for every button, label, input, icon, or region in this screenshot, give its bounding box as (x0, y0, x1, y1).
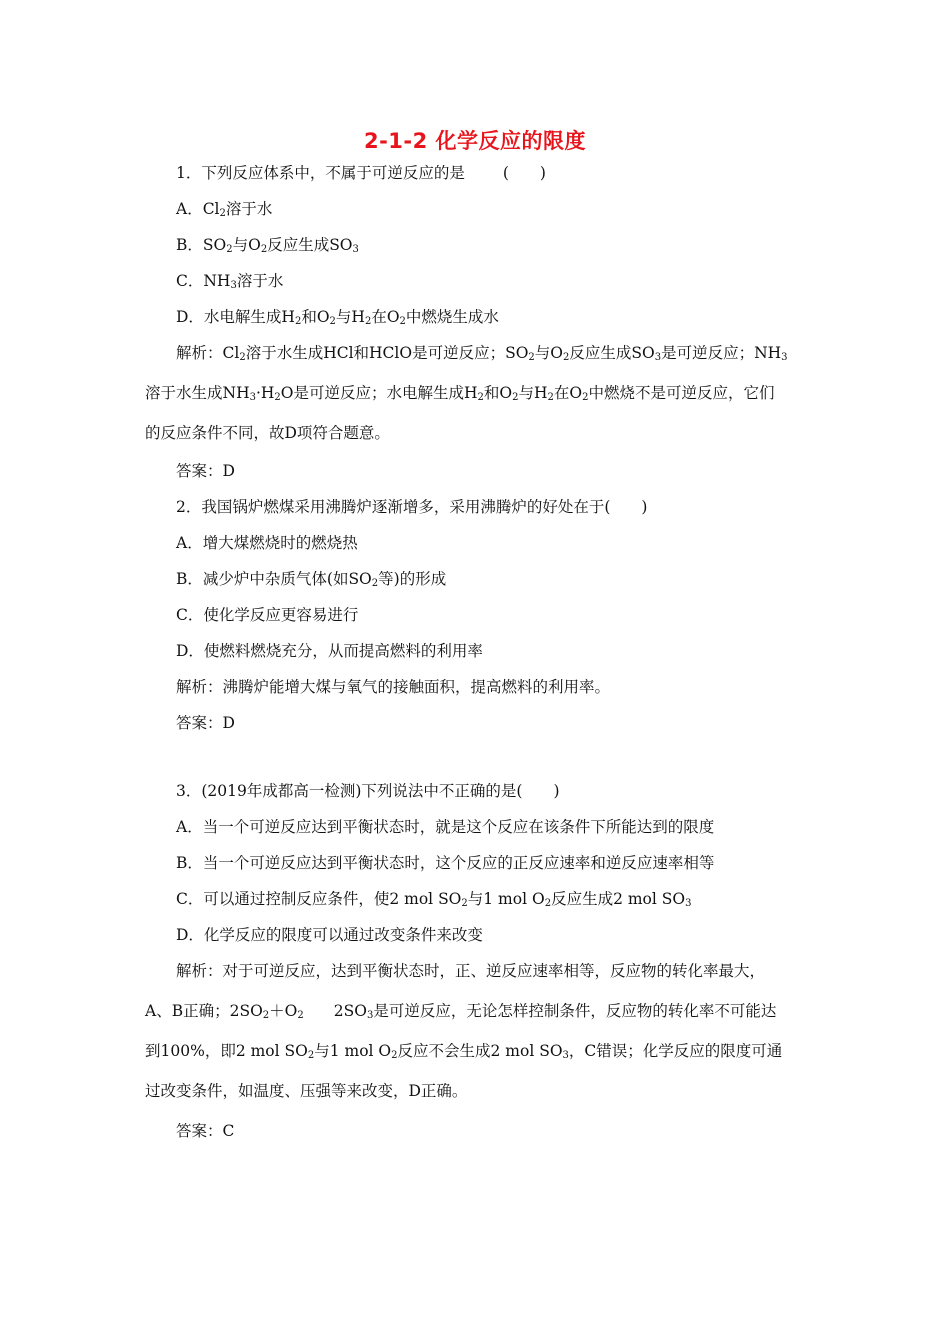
q1-answer: 答案：D (176, 462, 235, 480)
q1-option-a: A．$Cl_2$溶于水 (176, 200, 273, 219)
q1-stem: 1．下列反应体系中，不属于可逆反应的是 ( ) (176, 164, 546, 182)
q1-option-b: B．$SO_2$与$O_2$反应生成$SO_3$ (176, 236, 359, 255)
q2-option-a: A．增大煤燃烧时的燃烧热 (176, 534, 358, 552)
q1-explanation-line2: 溶于水生成$NH_3\cdot H_2O$是可逆反应；水电解生成$H_2$和$O_2$与$H_2$在$O_2$中燃烧不是可逆反应，它们 (145, 384, 775, 403)
q3-explanation-line2: A、B正确；$2SO_2+O_2$ $2SO_3$是可逆反应，无论怎样控制条件，反应物的转化率不可能达 (145, 1002, 777, 1021)
q2-stem: 2．我国锅炉燃煤采用沸腾炉逐渐增多，采用沸腾炉的好处在于( ) (176, 498, 648, 516)
q1-option-c: C．$NH_3$溶于水 (176, 272, 284, 291)
q3-answer: 答案：C (176, 1122, 235, 1140)
q3-option-a: A．当一个可逆反应达到平衡状态时，就是这个反应在该条件下所能达到的限度 (176, 818, 715, 836)
q3-option-b: B．当一个可逆反应达到平衡状态时，这个反应的正反应速率和逆反应速率相等 (176, 854, 715, 872)
q2-option-b: B．减少炉中杂质气体(如$SO_2$等)的形成 (176, 570, 447, 589)
q3-explanation-line4: 过改变条件，如温度、压强等来改变，D正确。 (145, 1082, 468, 1100)
q3-explanation-line3: 到100%，即2 mol $SO_2$与1 mol $O_2$反应不会生成2 mol $SO_3$，C错误；化学反应的限度可通 (145, 1042, 783, 1061)
q3-stem: 3．(2019年成都高一检测)下列说法中不正确的是( ) (176, 782, 560, 800)
q3-option-c: C．可以通过控制反应条件，使2 mol $SO_2$与1 mol $O_2$反应生成2 mol $SO_3$ (176, 890, 692, 909)
q2-option-c: C．使化学反应更容易进行 (176, 606, 359, 624)
q3-explanation-line1: 解析：对于可逆反应，达到平衡状态时，正、逆反应速率相等，反应物的转化率最大， (176, 962, 766, 980)
q2-option-d: D．使燃料燃烧充分，从而提高燃料的利用率 (176, 642, 483, 660)
page-title: 2-1-2 化学反应的限度 (363, 129, 587, 153)
q1-explanation-line1: 解析：$Cl_2$溶于水生成HCl和HClO是可逆反应；$SO_2$与$O_2$反应生成$SO_3$是可逆反应；$NH_3$ (176, 344, 788, 363)
q2-answer: 答案：D (176, 714, 235, 732)
q3-option-d: D．化学反应的限度可以通过改变条件来改变 (176, 926, 483, 944)
q1-explanation-line3: 的反应条件不同，故D项符合题意。 (145, 424, 390, 442)
q2-explanation: 解析：沸腾炉能增大煤与氧气的接触面积，提高燃料的利用率。 (176, 678, 611, 696)
q1-option-d: D．水电解生成$H_2$和$O_2$与$H_2$在$O_2$中燃烧生成水 (176, 308, 499, 327)
